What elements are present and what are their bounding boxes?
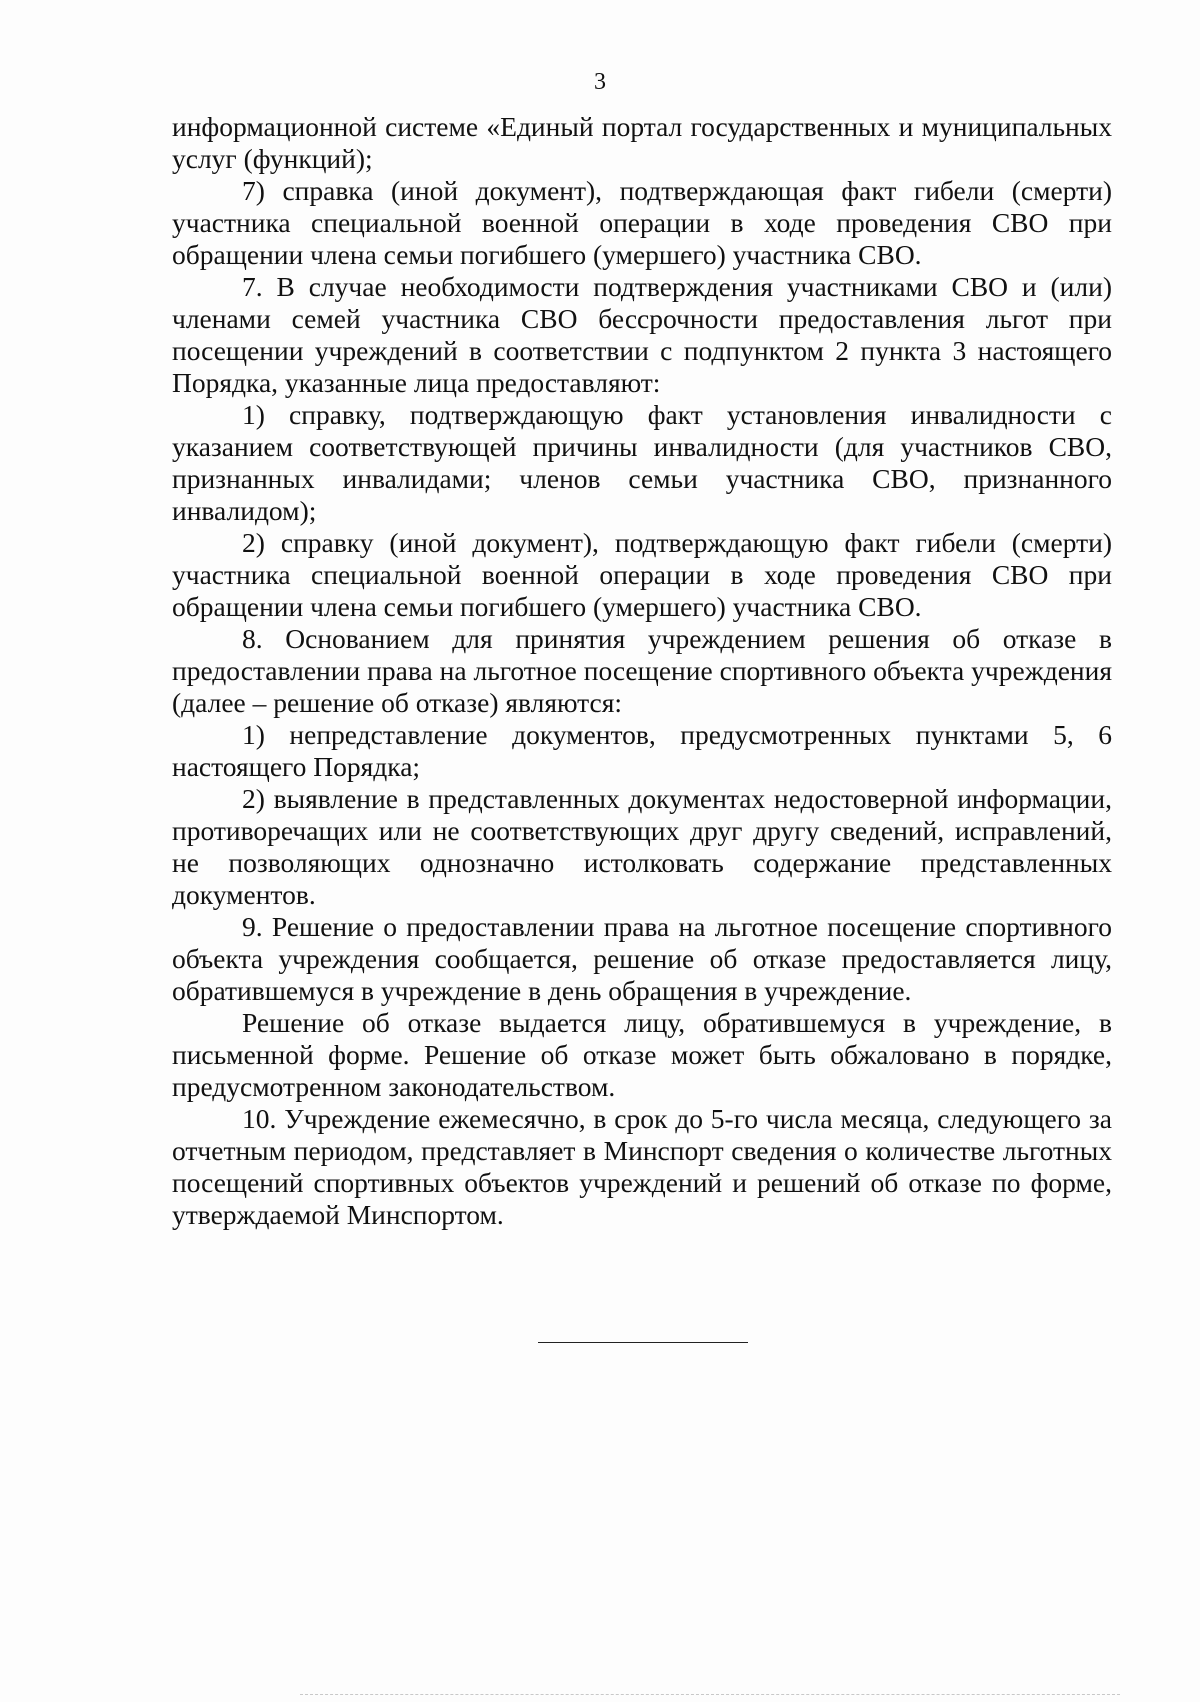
paragraph-clause-7: 7. В случае необходимости подтверждения участниками СВО и (или) членами семей участника СВО бессрочности предоставления льгот при посещении учреждений в соответствии с подпунктом 2 пункта 3 настоящего Порядка, указанные лица предоставляют:	[172, 271, 1112, 398]
paragraph-clause-7-item-2: 2) справку (иной документ), подтверждающую факт гибели (смерти) участника специальной военной операции в ходе проведения СВО при обращении члена семьи погибшего (умершего) участника СВО.	[172, 527, 1112, 622]
paragraph-clause-9-refusal: Решение об отказе выдается лицу, обратившемуся в учреждение, в письменной форме. Решение об отказе может быть обжаловано в порядке, предусмотренном законодательством.	[172, 1007, 1112, 1102]
paragraph-clause-9: 9. Решение о предоставлении права на льготное посещение спортивного объекта учреждения сообщается, решение об отказе предоставляется лицу, обратившемуся в учреждение в день обращения в учреждение.	[172, 911, 1112, 1006]
paragraph-clause-10: 10. Учреждение ежемесячно, в срок до 5-го числа месяца, следующего за отчетным периодом, представляет в Минспорт сведения о количестве льготных посещений спортивных объектов учреждений и решений об отказе по форме, утверждаемой Минспортом.	[172, 1103, 1112, 1230]
paragraph-item-7-certificate: 7) справка (иной документ), подтверждающая факт гибели (смерти) участника специальной военной операции в ходе проведения СВО при обращении члена семьи погибшего (умершего) участника СВО.	[172, 175, 1112, 270]
paragraph-clause-8-item-1: 1) непредставление документов, предусмотренных пунктами 5, 6 настоящего Порядка;	[172, 719, 1112, 782]
scan-bottom-edge	[300, 1694, 1120, 1695]
end-divider-line	[538, 1342, 748, 1343]
paragraph-clause-8-item-2: 2) выявление в представленных документах недостоверной информации, противоречащих или не соответствующих друг другу сведений, исправлений, не позволяющих однозначно истолковать содержание представленных документов.	[172, 783, 1112, 910]
document-body	[172, 111, 1112, 1231]
paragraph-continuation: информационной системе «Единый портал государственных и муниципальных услуг (функций);	[172, 111, 1112, 174]
paragraph-clause-7-item-1: 1) справку, подтверждающую факт установления инвалидности с указанием соответствующей причины инвалидности (для участников СВО, признанных инвалидами; членов семьи участника СВО, признанного инвалидом);	[172, 399, 1112, 526]
paragraph-clause-8: 8. Основанием для принятия учреждением решения об отказе в предоставлении права на льготное посещение спортивного объекта учреждения (далее – решение об отказе) являются:	[172, 623, 1112, 718]
page-number: 3	[594, 69, 606, 95]
